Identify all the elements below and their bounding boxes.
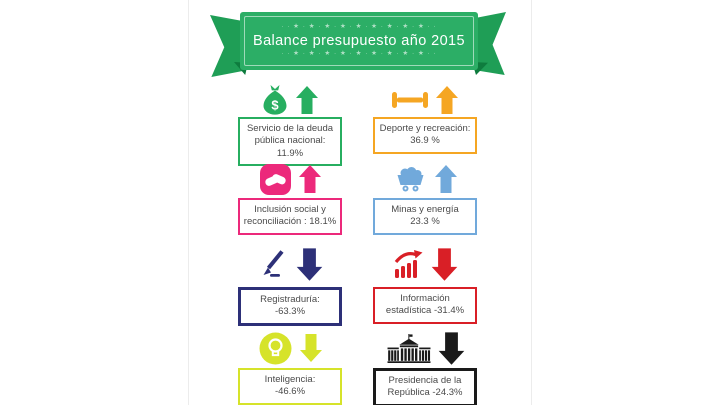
item-registraduria	[215, 243, 365, 326]
stars-row-bottom: · · ★ · ★ · ★ · ★ · ★ · ★ · ★ · ★ · ★ · ·	[281, 50, 437, 58]
label-box	[373, 368, 477, 405]
panel-left-edge	[188, 0, 189, 405]
trend-down-icon	[296, 248, 322, 281]
item-label-line1: Minas y energía	[391, 204, 459, 215]
lightbulb-icon	[259, 332, 292, 365]
trend-up-icon	[299, 165, 321, 193]
item-minas-energia	[350, 162, 500, 235]
label-box	[373, 117, 477, 154]
item-label-line1: Información	[400, 293, 450, 304]
trend-down-icon	[438, 332, 464, 365]
label-box	[238, 368, 342, 405]
icon-row	[392, 85, 458, 115]
trend-up-icon	[436, 86, 458, 114]
trend-up-icon	[296, 86, 318, 114]
item-label-line1: Servicio de la deuda	[246, 123, 334, 134]
item-servicio-deuda	[215, 85, 365, 166]
label-box	[373, 198, 477, 235]
white-house-icon	[387, 334, 431, 363]
icon-row	[393, 243, 457, 285]
icon-row	[259, 243, 322, 285]
trend-up-icon	[435, 165, 457, 193]
page-title: Balance presupuesto año 2015	[253, 32, 465, 49]
panel-right-edge	[531, 0, 532, 405]
dumbbell-icon	[392, 89, 428, 111]
bar-chart-icon	[393, 250, 424, 278]
trend-down-icon	[300, 334, 322, 362]
pen-signature-icon	[259, 249, 289, 279]
item-label-line1: Inteligencia:	[264, 374, 316, 385]
label-box	[238, 198, 342, 235]
ribbon-banner	[240, 12, 478, 70]
icon-row	[387, 330, 464, 366]
mine-cart-icon	[394, 166, 427, 192]
ribbon-inner-border	[244, 16, 474, 66]
icon-row	[394, 162, 457, 196]
icon-row	[260, 162, 321, 196]
item-label-line1: Presidencia de la	[388, 375, 462, 386]
item-label-line2: reconciliación : 18.1%	[243, 216, 337, 228]
item-inteligencia	[215, 330, 365, 405]
label-box	[238, 287, 342, 326]
svg-text:$: $	[271, 97, 279, 113]
item-label-line2: 23.3 %	[410, 216, 440, 228]
item-label-line1: Deporte y recreación:	[379, 123, 471, 134]
item-label-line2: pública nacional: 11.9%	[254, 135, 326, 159]
money-bag-icon	[262, 85, 288, 115]
label-box	[373, 287, 477, 324]
handshake-icon	[260, 164, 291, 195]
item-presidencia-republica	[350, 330, 500, 405]
item-label-line2: República -24.3%	[387, 387, 463, 399]
item-label-line2: -46.6%	[274, 386, 306, 398]
item-inclusion-social	[215, 162, 365, 235]
icon-row	[262, 85, 318, 115]
trend-down-icon	[431, 248, 457, 281]
item-label-line2: estadística -31.4%	[385, 305, 465, 317]
item-label-line2: 36.9 %	[410, 135, 440, 147]
icon-row	[259, 330, 322, 366]
item-label-line2: -63.3%	[274, 306, 306, 318]
item-deporte-recreacion	[350, 85, 500, 154]
item-label-line1: Inclusión social y	[254, 204, 326, 215]
item-label-line1: Registraduría:	[260, 294, 320, 305]
label-box	[238, 117, 342, 166]
item-informacion-estadistica	[350, 243, 500, 324]
ribbon-tail-left	[210, 15, 244, 77]
stars-row-top: · · ★ · ★ · ★ · ★ · ★ · ★ · ★ · ★ · ★ · ·	[281, 23, 437, 31]
